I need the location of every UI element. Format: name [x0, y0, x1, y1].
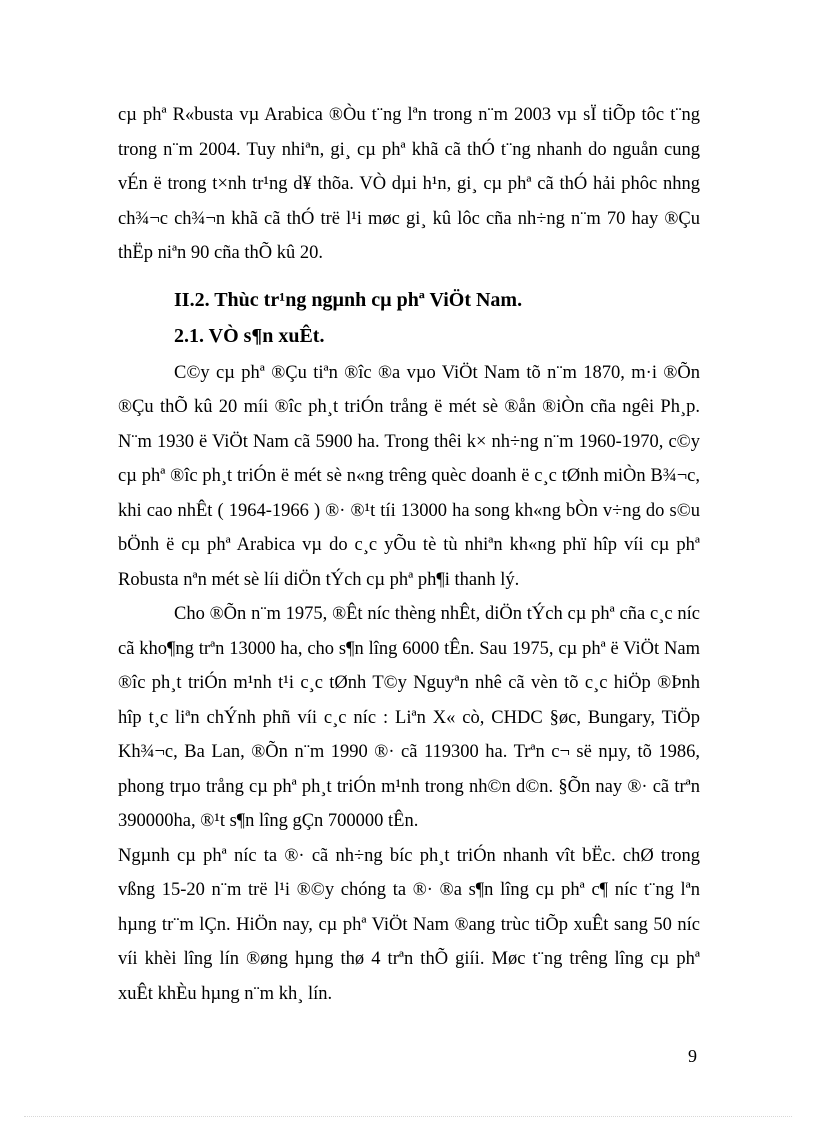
- paragraph-intro: cµ phª R«busta vµ Arabica ®Òu t¨ng lªn trong n¨m 2003 vµ sÏ tiÕp tôc t¨ng trong n¨m 2004. Tuy nhiªn, gi¸ cµ phª khã cã thÓ t¨ng nhanh do nguån cung vÉn ë trong t×nh tr¹ng d¥ thõa. VÒ dµi h¹n, gi¸ cµ phª cã thÓ hải phôc nhng ch¾¬c ch¾¬n khã cã thÓ trë l¹i møc gi¸ kû lôc cña nh÷ng n¨m 70 hay ®Çu thËp niªn 90 cña thÕ kû 20.: [118, 105, 700, 263]
- section-heading: II.2. Thùc tr¹ng ngµnh cµ phª ViÖt Nam.: [174, 288, 523, 311]
- document-body: [118, 98, 700, 1011]
- paragraph-history: C©y cµ phª ®Çu tiªn ®îc ®a vµo ViÖt Nam tõ n¨m 1870, m·i ®Õn ®Çu thÕ kû 20 míi ®îc ph¸t triÓn trång ë mét sè ®ån ®iÒn cña ngêi Ph¸p. N¨m 1930 ë ViÖt Nam cã 5900 ha. Trong thêi k× nh÷ng n¨m 1960-1970, c©y cµ phª ®îc ph¸t triÓn ë mét sè n«ng trêng quèc doanh ë c¸c tØnh miÒn B¾¬c, khi cao nhÊt ( 1964-1966 ) ®· ®¹t tíi 13000 ha song kh«ng bÒn v÷ng do s©u bÖnh ë cµ phª Arabica vµ do c¸c yÕu tè tù nhiªn kh«ng phï hîp víi cµ phª Robusta nªn mét sè líi diÖn tÝch cµ phª ph¶i thanh lý.: [118, 362, 700, 590]
- page-number: 9: [688, 1046, 697, 1066]
- page-bottom-divider: [24, 1116, 792, 1117]
- paragraph-development: Cho ®Õn n¨m 1975, ®Êt níc thèng nhÊt, diÖn tÝch cµ phª cña c¸c níc cã kho¶ng trªn 13000 ha, cho s¶n lîng 6000 tÊn. Sau 1975, cµ phª ë ViÖt Nam ®îc ph¸t triÓn m¹nh t¹i c¸c tØnh T©y Nguyªn nhê cã vèn tõ c¸c hiÖp ®Þnh hîp t¸c liªn chÝnh phñ víi c¸c níc : Liªn X« cò, CHDC §øc, Bungary, TiÖp Kh¾¬c, Ba Lan, ®Õn n¨m 1990 ®· cã 119300 ha. Trªn c¬ së nµy, tõ 1986, phong trµo trång cµ phª ph¸t triÓn m¹nh trong nh©n d©n. §Õn nay ®· cã trªn 390000ha, ®¹t s¶n lîng gÇn 700000 tÊn.: [118, 604, 700, 831]
- paragraph-current-status: Ngµnh cµ phª níc ta ®· cã nh÷ng bíc ph¸t triÓn nhanh vît bËc. chØ trong vßng 15-20 n¨m trë l¹i ®©y chóng ta ®· ®a s¶n lîng cµ phª c¶ níc t¨ng lªn hµng tr¨m lÇn. HiÖn nay, cµ phª ViÖt Nam ®ang trùc tiÕp xuÊt sang 50 níc víi khèi lîng lín ®øng hµng thø 4 trªn thÕ giíi. Møc t¨ng trêng lîng cµ phª xuÊt khÈu hµng n¨m kh¸ lín.: [118, 845, 700, 1004]
- subsection-heading: 2.1. VÒ s¶n xuÊt.: [174, 325, 325, 347]
